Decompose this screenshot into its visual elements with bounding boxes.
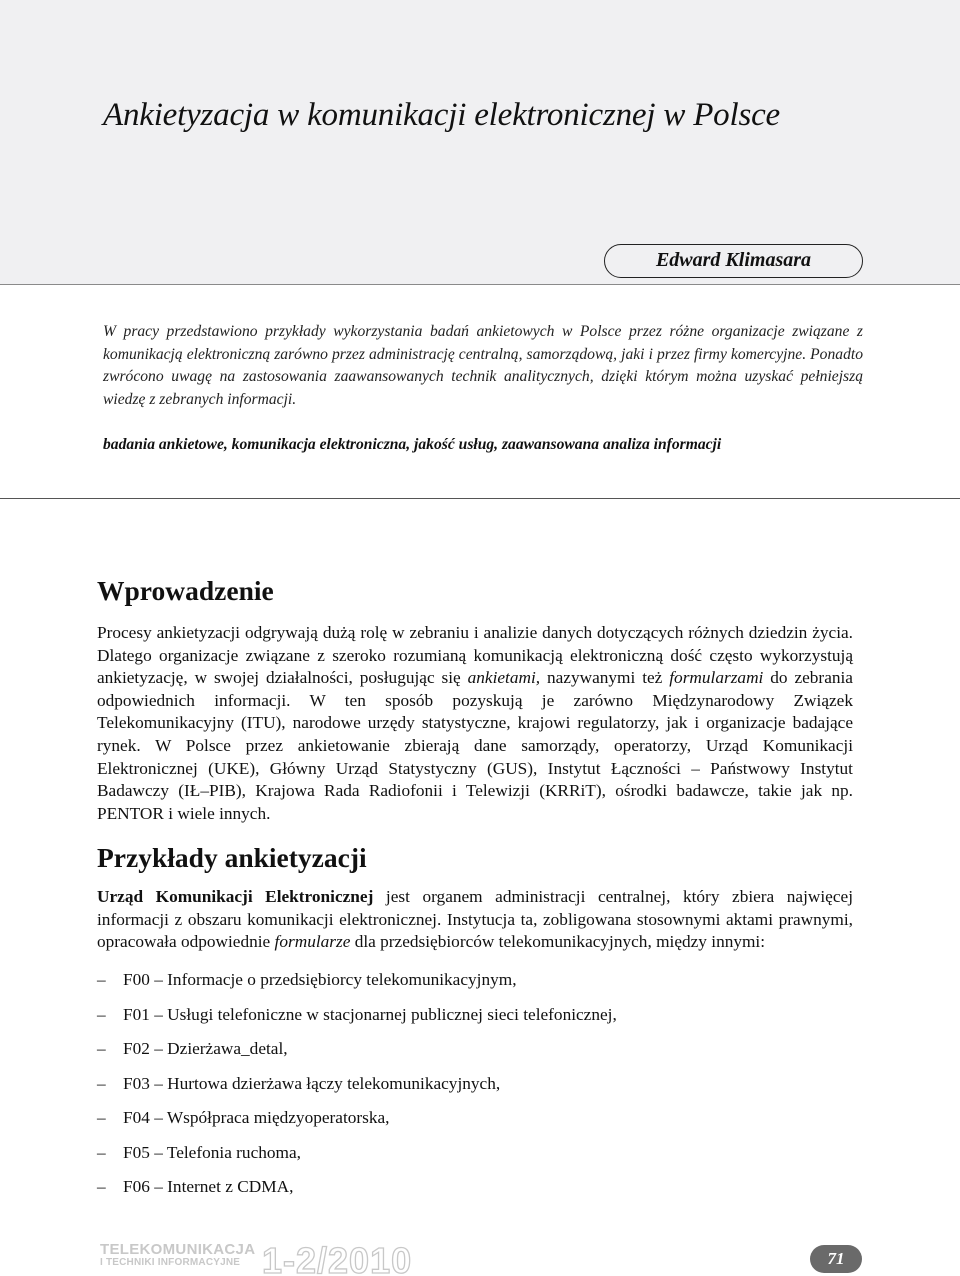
list-item: – F00 – Informacje o przedsiębiorcy telekomunikacyjnym,: [97, 970, 517, 989]
header-band: [0, 0, 960, 285]
intro-text-a: Procesy ankietyzacji odgrywają dużą rolę w zebraniu i analizie danych dotyczących różnych dziedzin życia. Dlatego organizacje związane z szeroko rozumianą komunikacją elektroniczną dość często wykorzystują ankietyzację, w swojej działalności, posługując się: [97, 623, 853, 688]
dash-bullet: –: [97, 1004, 106, 1024]
introduction-paragraph: [97, 622, 853, 825]
list-item: – F04 – Współpraca międzyoperatorska,: [97, 1108, 390, 1127]
intro-text-b: nazywanymi też: [540, 668, 670, 688]
dash-bullet: –: [97, 970, 106, 989]
list-item: – F05 – Telefonia ruchoma,: [97, 1142, 301, 1162]
examples-text-a: jest organem administracji centralnej, który zbiera najwięcej informacji z obszaru komunikacji elektronicznej. Instytucja ta, zobligowana stosownymi aktami prawnymi, opracowała odpowiednie: [97, 887, 853, 952]
dash-bullet: –: [97, 1108, 106, 1127]
forms-list: [97, 970, 857, 1212]
intro-text-c: do zebrania odpowiednich informacji. W ten sposób pozyskują je zarówno Międzynarodowy Związek Telekomunikacyjny (ITU), narodowe urzędy statystyczne, krajowi regulatorzy, jak i organizacje badające rynek. W Polsce przez ankietowanie zbierają dane samorządy, operatorzy, Urząd Komunikacji Elektronicznej (UKE), Główny Urząd Statystyczny (GUS), Instytut Łączności – Państwowy Instytut Badawczy (IŁ–PIB), Krajowa Rada Radiofonii i Telewizji (KRRiT), ośrodki badawcze, takie jak np. PENTOR i wiele innych.: [97, 668, 853, 823]
examples-bold-uke: Urząd Komunikacji Elektronicznej: [97, 887, 374, 906]
list-item: – F02 – Dzierżawa_detal,: [97, 1039, 288, 1058]
examples-emphasis-formularze: formularze: [274, 932, 351, 952]
article-title: Ankietyzacja w komunikacji elektronicznej w Polsce: [103, 97, 780, 133]
section-divider: [0, 498, 960, 499]
abstract: W pracy przedstawiono przykłady wykorzystania badań ankietowych w Polsce przez różne organizacje związane z komunikacją elektroniczną zarówno przez administrację centralną, samorządową, jaki i przez firmy komercyjne. Ponadto zwrócono uwagę na zastosowania zaawansowanych technik analitycznych, dzięki którym można uzyskać pełniejszą wiedzę z zebranych informacji.: [103, 323, 863, 408]
page-number: 71: [810, 1245, 862, 1273]
magazine-line-2: I TECHNIKI INFORMACYJNE: [100, 1257, 241, 1268]
dash-bullet: –: [97, 1177, 106, 1196]
keywords: badania ankietowe, komunikacja elektroniczna, jakość usług, zaawansowana analiza informacji: [103, 436, 722, 453]
intro-emphasis-formularzami: formularzami: [669, 668, 764, 688]
examples-text-b: dla przedsiębiorców telekomunikacyjnych, między innymi:: [350, 932, 766, 952]
list-item: – F06 – Internet z CDMA,: [97, 1177, 294, 1196]
footer-issue-number: 1-2/2010: [262, 1240, 413, 1276]
dash-bullet: –: [97, 1142, 106, 1162]
footer-magazine-name: [100, 1243, 255, 1269]
heading-introduction: Wprowadzenie: [97, 575, 274, 606]
examples-paragraph: [97, 886, 853, 954]
intro-emphasis-ankietami: ankietami,: [467, 668, 541, 688]
dash-bullet: –: [97, 1039, 106, 1058]
magazine-line-1: TELEKOMUNIKACJA: [100, 1241, 256, 1258]
dash-bullet: –: [97, 1073, 106, 1093]
list-item: – F01 – Usługi telefoniczne w stacjonarnej publicznej sieci telefonicznej,: [97, 1004, 617, 1024]
list-item: – F03 – Hurtowa dzierżawa łączy telekomunikacyjnych,: [97, 1073, 501, 1093]
heading-examples: Przykłady ankietyzacji: [97, 842, 367, 873]
author-name: Edward Klimasara: [604, 244, 863, 278]
